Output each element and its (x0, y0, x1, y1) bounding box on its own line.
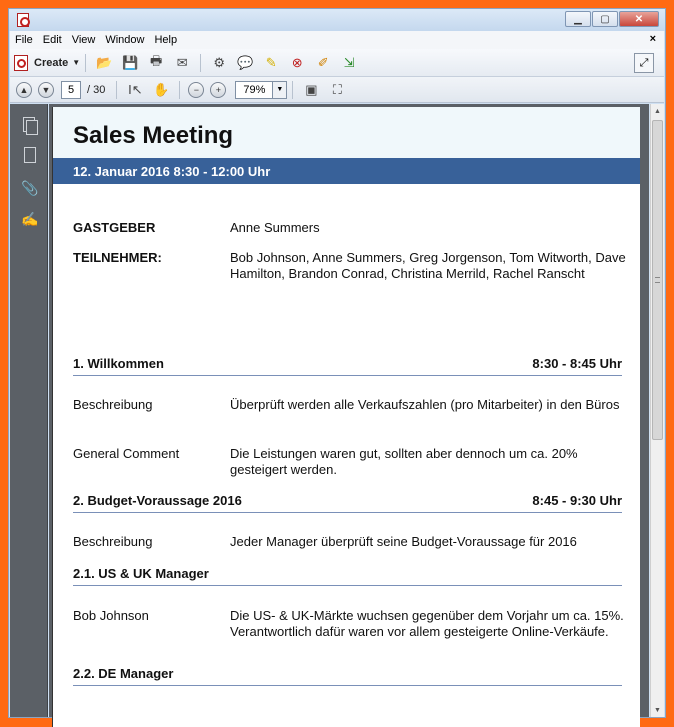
comment-icon[interactable]: 💬 (237, 54, 254, 70)
create-label: Create (34, 56, 69, 69)
create-pdf-icon (14, 55, 28, 71)
item-label: Beschreibung (73, 397, 153, 412)
hand-tool-icon[interactable]: ✋ (153, 81, 170, 97)
minimize-button[interactable]: ▁ (565, 11, 591, 27)
host-value: Anne Summers (230, 220, 320, 235)
section-title: 2. Budget-Voraussage 2016 (73, 493, 242, 508)
zoom-input[interactable]: 79% (235, 81, 273, 99)
participants-value: Bob Johnson, Anne Summers, Greg Jorgenson, Tom Witworth, Dave Hamilton, Brandon Conrad, Christina Merrild, Rachel Ranscht (230, 250, 626, 281)
previous-page-button[interactable]: ▲ (16, 82, 32, 98)
document-close-button[interactable]: × (649, 33, 656, 45)
item-value: Überprüft werden alle Verkaufszahlen (pro Mitarbeiter) in den Büros (230, 397, 620, 412)
document-viewport (49, 104, 649, 717)
bookmark-icon[interactable] (22, 147, 38, 165)
delete-page-icon[interactable]: ⊗ (291, 54, 303, 70)
toolbar-separator (116, 81, 117, 99)
item-label: Beschreibung (73, 534, 153, 549)
maximize-button[interactable]: ▢ (592, 11, 618, 27)
menu-file[interactable]: File (15, 34, 33, 46)
toolbar-separator (292, 81, 293, 99)
page-header (53, 107, 640, 158)
subsection-heading (73, 566, 622, 586)
item-value: Die US- & UK-Märkte wuchsen gegenüber dem Vorjahr um ca. 15%. Verantwortlich dafür waren vor allem gesteigerte Online-Verkäufe. (230, 608, 624, 639)
page-thumbnails-icon[interactable] (22, 116, 38, 134)
pdf-page (52, 107, 640, 727)
title-bar (9, 9, 665, 31)
highlight-icon[interactable]: ✎ (265, 54, 277, 70)
toolbar-separator (85, 54, 86, 72)
navigation-pane (10, 104, 48, 717)
pdf-app-icon (17, 13, 29, 27)
open-folder-icon[interactable]: 📂 (96, 54, 113, 70)
page-number-input[interactable]: 5 (61, 81, 81, 99)
close-window-button[interactable]: ✕ (619, 11, 659, 27)
zoom-in-button[interactable]: + (210, 82, 226, 98)
save-icon[interactable]: 💾 (122, 54, 139, 70)
subsection-heading (73, 666, 622, 686)
scroll-up-icon[interactable]: ▲ (654, 107, 661, 115)
section-time: 8:45 - 9:30 Uhr (532, 493, 622, 508)
section-title: 2.1. US & UK Manager (73, 566, 209, 581)
item-value: Jeder Manager überprüft seine Budget-Voraussage für 2016 (230, 534, 577, 549)
date-banner: 12. Januar 2016 8:30 - 12:00 Uhr (53, 158, 640, 184)
next-page-button[interactable]: ▼ (38, 82, 54, 98)
item-label: General Comment (73, 446, 180, 461)
menu-window[interactable]: Window (105, 34, 145, 46)
section-title: 2.2. DE Manager (73, 666, 174, 681)
zoom-dropdown-button[interactable]: ▼ (273, 81, 287, 99)
section-heading (73, 356, 622, 376)
expand-icon[interactable]: ⤢ (634, 53, 654, 73)
menu-help[interactable]: Help (154, 34, 178, 46)
chevron-down-icon: ▼ (72, 58, 81, 67)
section-time: 8:30 - 8:45 Uhr (532, 356, 622, 371)
export-page-icon[interactable]: ⇲ (343, 54, 355, 70)
menu-edit[interactable]: Edit (42, 34, 62, 46)
edit-page-icon[interactable]: ✐ (317, 54, 329, 70)
attachment-icon[interactable]: 📎 (21, 179, 39, 196)
app-window (8, 8, 666, 718)
document-title: Sales Meeting (73, 122, 234, 149)
print-icon[interactable]: 🖶 (150, 52, 163, 68)
menu-bar (10, 31, 664, 49)
fit-width-icon[interactable]: ⛶ (332, 81, 342, 97)
section-title: 1. Willkommen (73, 356, 164, 371)
menu-view[interactable]: View (71, 34, 96, 46)
host-label: GASTGEBER (73, 220, 156, 235)
main-toolbar (10, 49, 664, 77)
toolbar-separator (179, 81, 180, 99)
item-label: Bob Johnson (73, 608, 149, 623)
item-value: Die Leistungen waren gut, sollten aber dennoch um ca. 20% gesteigert werden. (230, 446, 578, 477)
participants-label: TEILNEHMER: (73, 250, 162, 265)
select-text-icon[interactable]: I↖ (128, 81, 143, 97)
zoom-out-button[interactable]: − (188, 82, 204, 98)
toolbar-separator (200, 54, 201, 72)
section-heading (73, 493, 622, 513)
window-controls (564, 11, 659, 27)
gear-icon[interactable]: ⚙ (213, 54, 225, 70)
grip-icon (655, 277, 660, 283)
navigation-toolbar (10, 77, 664, 103)
scroll-down-icon[interactable]: ▼ (654, 706, 661, 714)
scrollbar-thumb[interactable] (652, 120, 663, 440)
create-button[interactable] (14, 55, 80, 71)
vertical-scrollbar[interactable] (650, 104, 664, 717)
email-icon[interactable]: ✉ (176, 54, 188, 70)
signature-icon[interactable]: ✍ (21, 210, 39, 227)
page-total: / 30 (87, 83, 106, 96)
fit-page-icon[interactable]: ▣ (305, 81, 318, 97)
